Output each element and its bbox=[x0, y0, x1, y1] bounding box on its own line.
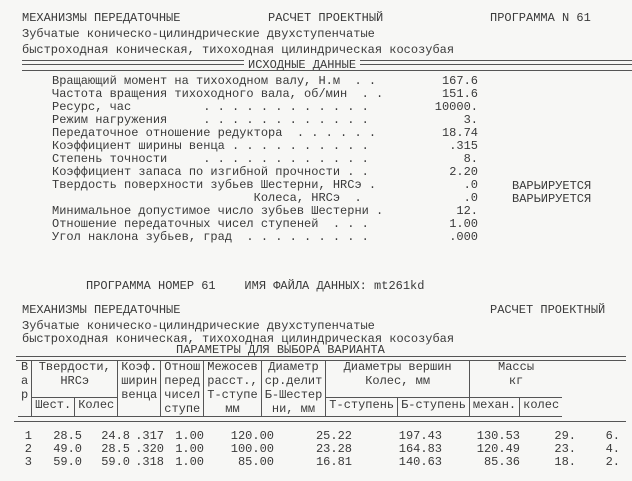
input-param-label: Режим нагружения . . . . . . . . . . . . bbox=[52, 113, 369, 127]
table-row bbox=[22, 454, 622, 468]
col-header-tip-diameters: Диаметры вершин Колес, мм bbox=[326, 360, 470, 397]
table-cell-n: 3 bbox=[24, 455, 32, 469]
input-param-label: Степень точности . . . . . . . . . . . . bbox=[52, 152, 369, 166]
table-cell-otn: 1.00 bbox=[175, 455, 204, 469]
table-cell-dt: 197.43 bbox=[398, 429, 442, 443]
table-cell-mm: 23. bbox=[554, 442, 576, 456]
input-param-label: Твердость поверхности зубьев Шестерни, HRCэ . bbox=[52, 178, 377, 192]
table-cell-koef: .317 bbox=[135, 429, 164, 443]
col-header-t-stage: Т-ступень bbox=[326, 397, 398, 416]
input-param-value: .0 bbox=[463, 178, 478, 192]
input-param-value: 18.74 bbox=[441, 126, 478, 140]
table-cell-d: 25.22 bbox=[315, 429, 352, 443]
col-header-b-stage: Б-ступень bbox=[398, 397, 470, 416]
input-param-value: .000 bbox=[449, 230, 478, 244]
input-param-label: Частота вращения тихоходного вала, об/мин . . bbox=[52, 87, 384, 101]
header-subtitle-2: быстроходная коническая, тихоходная цилиндрическая косозубая bbox=[22, 43, 455, 57]
table-cell-koef: .320 bbox=[135, 442, 164, 456]
input-param-value: 2.20 bbox=[449, 165, 478, 179]
input-param-value: 3. bbox=[463, 113, 478, 127]
header-center: РАСЧЕТ ПРОЕКТНЫЙ bbox=[268, 11, 384, 25]
input-param-label: Коэффициент ширины венца . . . . . . . . . . bbox=[52, 139, 369, 153]
col-header-diameter: Диаметр ср.делит Б-Шестер ни, мм bbox=[261, 360, 326, 417]
col-header-kol: Колес bbox=[75, 397, 118, 416]
input-param-value: .0 bbox=[463, 191, 478, 205]
table-cell-mk: 2. bbox=[605, 455, 620, 469]
divider bbox=[14, 421, 626, 422]
table-cell-dt: 140.63 bbox=[398, 455, 442, 469]
input-param-row bbox=[52, 229, 478, 245]
input-param-value: 151.6 bbox=[441, 87, 478, 101]
input-section-title: ИСХОДНЫЕ ДАННЫЕ bbox=[244, 57, 360, 73]
header2-subtitle-2: быстроходная коническая, тихоходная цилиндрическая косозубая bbox=[22, 332, 455, 346]
table-cell-mm: 18. bbox=[554, 455, 576, 469]
col-header-mass-mech: механ. bbox=[469, 397, 519, 416]
table-cell-koef: .318 bbox=[135, 455, 164, 469]
table-cell-otn: 1.00 bbox=[175, 429, 204, 443]
table-cell-mk: 4. bbox=[605, 442, 620, 456]
input-param-label: Минимальное допустимое число зубьев Шестерни . bbox=[52, 204, 384, 218]
table-cell-sh: 59.0 bbox=[53, 455, 82, 469]
input-param-value: 1.00 bbox=[449, 217, 478, 231]
input-param-value: .315 bbox=[449, 139, 478, 153]
vary-label-1: ВАРЬИРУЕТСЯ bbox=[512, 179, 592, 193]
table-cell-d: 16.81 bbox=[315, 455, 352, 469]
table-cell-db: 85.36 bbox=[483, 455, 520, 469]
vary-label-2: ВАРЬИРУЕТСЯ bbox=[512, 192, 592, 206]
table-cell-aw: 100.00 bbox=[230, 442, 274, 456]
input-param-label: Вращающий момент на тихоходном валу, Н.м . . bbox=[52, 74, 377, 88]
header-subtitle-1: Зубчатые коническо-цилиндрические двухступенчатые bbox=[22, 27, 375, 41]
header2-right: РАСЧЕТ ПРОЕКТНЫЙ bbox=[490, 303, 606, 317]
header-program: ПРОГРАММА N 61 bbox=[490, 11, 591, 25]
table-cell-sh: 28.5 bbox=[53, 429, 82, 443]
table-cell-aw: 85.00 bbox=[237, 455, 274, 469]
col-header-variant: В а р bbox=[18, 360, 32, 417]
input-param-label: Коэффициент запаса по изгибной прочности . . bbox=[52, 165, 369, 179]
table-cell-mk: 6. bbox=[605, 429, 620, 443]
col-header-hardness: Твердости, HRCэ bbox=[32, 360, 118, 397]
input-param-label: Угол наклона зубьев, град . . . . . . . . . bbox=[52, 230, 369, 244]
input-param-value: 10000. bbox=[434, 100, 478, 114]
table-cell-n: 2 bbox=[24, 442, 32, 456]
col-header-center-distance: Межосев расст., Т-ступе мм bbox=[204, 360, 261, 417]
col-header-koef: Коэф. ширин венца bbox=[118, 360, 161, 417]
input-param-label: Передаточное отношение редуктора . . . . . . bbox=[52, 126, 377, 140]
input-param-label: Отношение передаточных чисел ступеней . . . bbox=[52, 217, 369, 231]
table-row bbox=[22, 441, 622, 455]
input-param-label: Ресурс, час . . . . . . . . . . . . bbox=[52, 100, 369, 114]
col-header-ratio: Отнош перед чисел ступе bbox=[161, 360, 204, 417]
header-left: МЕХАНИЗМЫ ПЕРЕДАТОЧНЫЕ bbox=[22, 11, 181, 25]
header2-left: МЕХАНИЗМЫ ПЕРЕДАТОЧНЫЕ bbox=[22, 303, 181, 317]
table-cell-db: 120.49 bbox=[476, 442, 520, 456]
table-cell-dt: 164.83 bbox=[398, 442, 442, 456]
col-header-masses: Массы кг bbox=[469, 360, 562, 397]
params-section-title: ПАРАМЕТРЫ ДЛЯ ВЫБОРА ВАРИАНТА bbox=[176, 343, 385, 357]
table-cell-kol: 59.0 bbox=[101, 455, 130, 469]
params-table-header bbox=[18, 360, 562, 417]
input-param-label: Колеса, HRCэ . bbox=[52, 191, 362, 205]
table-cell-aw: 120.00 bbox=[230, 429, 274, 443]
table-cell-d: 23.28 bbox=[315, 442, 352, 456]
col-header-shest: Шест. bbox=[32, 397, 75, 416]
col-header-mass-kol: колес bbox=[520, 397, 563, 416]
table-cell-mm: 29. bbox=[554, 429, 576, 443]
table-cell-otn: 1.00 bbox=[175, 442, 204, 456]
table-cell-kol: 28.5 bbox=[101, 442, 130, 456]
table-row bbox=[22, 428, 622, 442]
divider bbox=[22, 70, 632, 71]
header2-subtitle-1: Зубчатые коническо-цилиндрические двухступенчатые bbox=[22, 319, 375, 333]
input-param-value: 167.6 bbox=[441, 74, 478, 88]
program-line: ПРОГРАММА НОМЕР 61 ИМЯ ФАЙЛА ДАННЫХ: mt261kd bbox=[86, 279, 425, 293]
input-param-value: 12. bbox=[456, 204, 478, 218]
table-cell-n: 1 bbox=[24, 429, 32, 443]
table-cell-sh: 49.0 bbox=[53, 442, 82, 456]
input-param-value: 8. bbox=[463, 152, 478, 166]
table-cell-db: 130.53 bbox=[476, 429, 520, 443]
table-cell-kol: 24.8 bbox=[101, 429, 130, 443]
